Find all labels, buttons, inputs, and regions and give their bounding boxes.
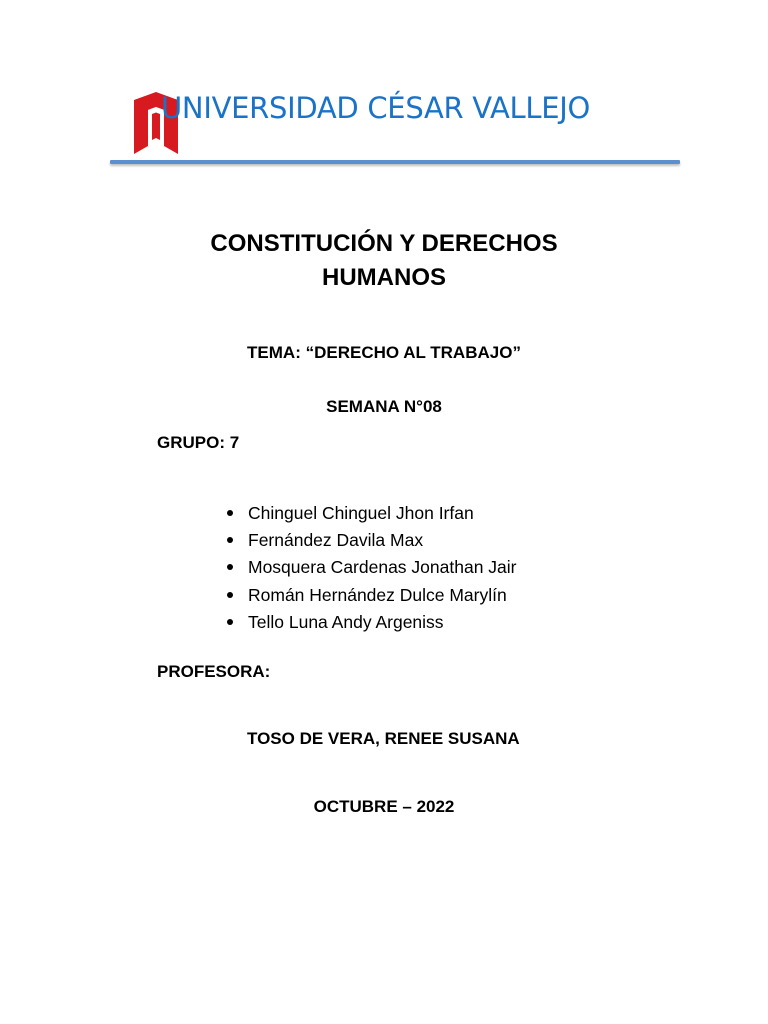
- course-title-line2: HUMANOS: [322, 264, 446, 291]
- list-item: [224, 582, 517, 609]
- list-item: [224, 500, 517, 527]
- bullet-icon: [227, 619, 233, 625]
- member-name: Tello Luna Andy Argeniss: [248, 611, 444, 632]
- member-name: Mosquera Cardenas Jonathan Jair: [248, 557, 517, 578]
- member-name: Román Hernández Dulce Marylín: [248, 584, 507, 605]
- list-item: [224, 609, 517, 636]
- professor-label: PROFESORA:: [157, 662, 271, 681]
- list-item: [224, 527, 517, 554]
- bullet-icon: [227, 537, 233, 543]
- list-item: [224, 554, 517, 581]
- header-divider: [110, 160, 680, 164]
- member-name: Chinguel Chinguel Jhon Irfan: [248, 503, 474, 523]
- group-heading: GRUPO: 7: [157, 433, 240, 452]
- topic-heading: TEMA: “DERECHO AL TRABAJO”: [247, 343, 521, 362]
- university-name: UNIVERSIDAD CÉSAR VALLEJO: [161, 91, 591, 125]
- bullet-icon: [227, 510, 233, 516]
- bullet-icon: [227, 564, 233, 570]
- course-title: [100, 227, 668, 295]
- course-title-line1: CONSTITUCIÓN Y DERECHOS: [210, 230, 558, 257]
- member-name: Fernández Davila Max: [248, 530, 424, 551]
- professor-name: TOSO DE VERA, RENEE SUSANA: [247, 729, 520, 748]
- date-line: OCTUBRE – 2022: [313, 797, 455, 816]
- member-list: [224, 500, 517, 636]
- week-heading: SEMANA N°08: [326, 397, 442, 416]
- bullet-icon: [227, 592, 233, 598]
